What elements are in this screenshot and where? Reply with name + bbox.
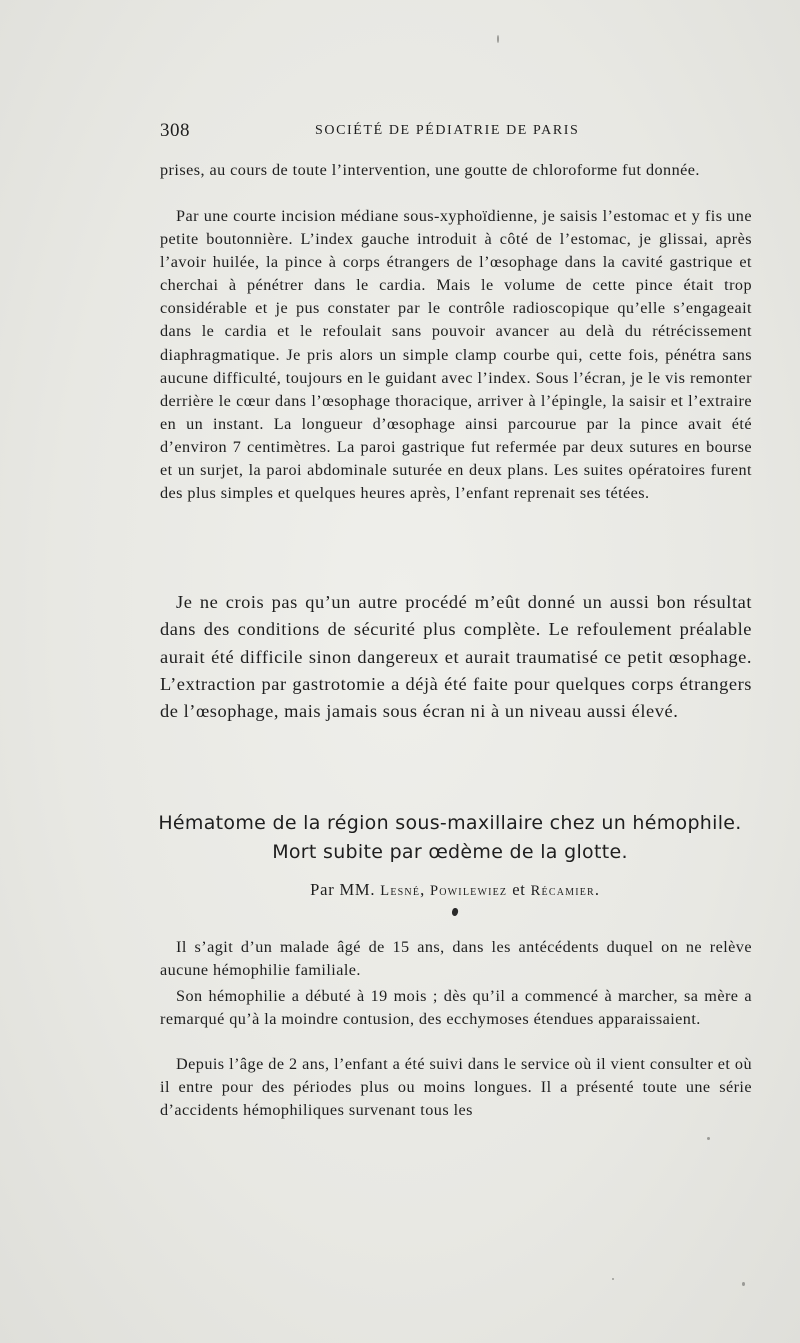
paragraph-history: Depuis l’âge de 2 ans, l’enfant a été suivi dans le service où il vient consulter et où il entre pour des périodes plus ou moins longues. Il a présenté toute une série d’accidents hémophiliques survenant tous les	[160, 1055, 752, 1120]
article-title-line1: Hématome de la région sous-maxillaire chez un hémophile.	[158, 812, 742, 834]
page-header	[160, 120, 750, 144]
article-byline: Par MM. Lesné, Powilewiez et Récamier.	[310, 880, 600, 899]
author-powilewiez: Powilewiez	[429, 883, 508, 899]
scan-speck	[612, 1278, 614, 1280]
author-recamier: Récamier	[530, 883, 595, 899]
paragraph-conclusion: Je ne crois pas qu’un autre procédé m’eût donné un aussi bon résultat dans des conditions de sécurité plus complète. Le refoulement préalable aurait été difficile sinon dangereux et aurait traumatisé ce petit œsophage. L’extraction par gastrotomie a déjà été faite pour quelques corps étrangers de l’œsophage, mais jamais sous écran ni à un niveau aussi élevé.	[160, 592, 752, 722]
running-title: SOCIÉTÉ DE PÉDIATRIE DE PARIS	[315, 123, 580, 138]
paragraph-onset: Son hémophilie a débuté à 19 mois ; dès qu’il a commencé à marcher, sa mère a remarqué qu’à la moindre contusion, des ecchymoses étendues apparaissaient.	[160, 987, 752, 1029]
scan-speck	[742, 1282, 745, 1286]
paragraph-incision: Par une courte incision médiane sous-xyphoïdienne, je saisis l’estomac et y fis une petite boutonnière. L’index gauche introduit à côté de l’estomac, je glissai, après l’avoir huilée, la pince à corps étrangers de l’œsophage dans la cavité gastrique et cherchai à pénétrer dans le cardia. Mais le volume de cette pince était trop considérable et je pus constater par le contrôle radioscopique qu’elle s’engageait dans le cardia et le refoulait sans pouvoir avancer au delà du rétrécissement diaphragmatique. Je pris alors un simple clamp courbe qui, cette fois, pénétra sans aucune difficulté, toujours en le guidant avec l’index. Sous l’écran, je le vis remonter derrière le cœur dans l’œsophage thoracique, arriver à l’épingle, la saisir et l’extraire en un instant. La longueur d’œsophage ainsi parcourue par la pince avait été d’environ 7 centimètres. La paroi gastrique fut refermée par deux sutures en bourse et un surjet, la paroi abdominale suturée en deux plans. Les suites opératoires furent des plus simples et quelques heures après, l’enfant reprenait ses tétées.	[160, 207, 752, 503]
scan-speck	[497, 35, 499, 43]
article-title	[150, 809, 750, 867]
ornament-mark	[451, 907, 459, 916]
page-number: 308	[160, 120, 190, 141]
scan-speck	[707, 1137, 710, 1140]
paragraph-case-intro: Il s’agit d’un malade âgé de 15 ans, dans les antécédents duquel on ne relève aucune hémophilie familiale.	[160, 938, 752, 980]
byline-prefix: Par MM.	[310, 880, 376, 899]
article-title-line2: Mort subite par œdème de la glotte.	[272, 841, 628, 863]
paragraph-continued: prises, au cours de toute l’intervention, une goutte de chloroforme fut donnée.	[160, 161, 700, 179]
author-lesne: Lesné	[380, 883, 421, 899]
byline-conjunction: et	[512, 880, 526, 899]
